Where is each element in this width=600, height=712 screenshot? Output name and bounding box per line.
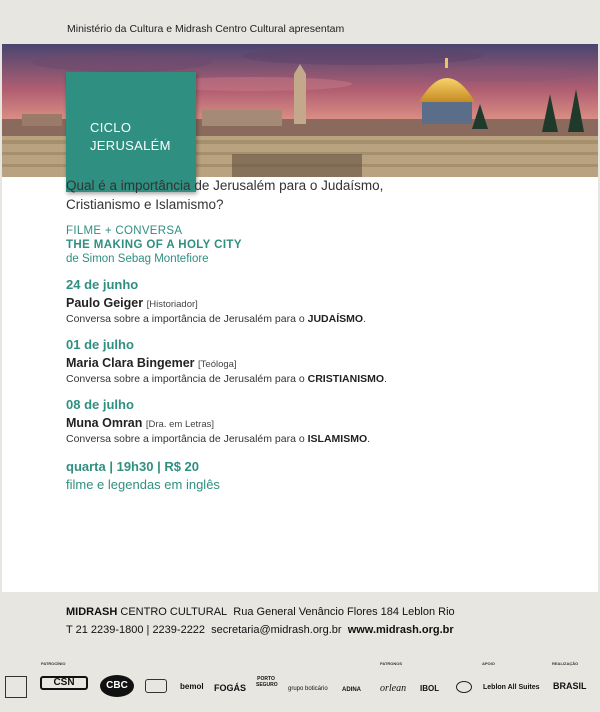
ciclo-title-box (66, 72, 196, 192)
circle-logo (456, 681, 472, 693)
badge-logo (145, 679, 167, 693)
boticario-logo: grupo boticário (288, 686, 328, 692)
event-details (66, 176, 586, 492)
ciclo-label: CICLO (90, 120, 132, 135)
session-3 (66, 397, 586, 445)
intro-question: Qual é a importância de Jerusalém para o Judaísmo, Cristianismo e Islamismo? (66, 178, 384, 212)
subtitles-note: filme e legendas em inglês (66, 477, 220, 492)
session-date: 24 de junho (66, 277, 139, 292)
session-description: Conversa sobre a importância de Jerusalém para o CRISTIANISMO. (66, 373, 387, 385)
session-1 (66, 277, 586, 325)
session-speaker: Paulo Geiger [Historiador] (66, 296, 198, 310)
session-description: Conversa sobre a importância de Jerusalém para o JUDAÍSMO. (66, 313, 366, 325)
category-patronos: PATRONOS (380, 661, 403, 666)
porto-seguro-logo: PORTO SEGURO (256, 676, 278, 688)
category-realizacao: REALIZAÇÃO (552, 661, 579, 666)
venue-address-line: MIDRASH CENTRO CULTURAL Rua General Venâncio Flores 184 Leblon Rio (66, 606, 455, 618)
fogas-logo: FOGÁS (214, 683, 247, 693)
ibol-logo: IBOL (420, 684, 440, 693)
category-patrocinio: PATROCÍNIO (41, 661, 66, 666)
session-speaker: Muna Omran [Dra. em Letras] (66, 416, 214, 430)
session-date: 08 de julho (66, 397, 134, 412)
website-link[interactable]: www.midrash.org.br (347, 624, 454, 636)
leblon-all-suites-logo: Leblon All Suites (483, 684, 540, 691)
brasil-logo: BRASIL (553, 681, 587, 691)
cbc-logo: CBC (100, 675, 134, 697)
email-link[interactable]: secretaria@midrash.org.br (211, 624, 342, 636)
small-seal-logo (5, 676, 27, 698)
venue-contact-line: T 21 2239-1800 | 2239-2222 secretaria@midrash.org.br www.midrash.org.br (66, 624, 454, 636)
top-strip (0, 0, 600, 44)
session-speaker: Maria Clara Bingemer [Teóloga] (66, 356, 237, 370)
venue-footer (66, 606, 455, 636)
category-apoio: APOIO (482, 661, 495, 666)
csn-logo: CSN (40, 676, 88, 690)
session-description: Conversa sobre a importância de Jerusalém para o ISLAMISMO. (66, 433, 371, 445)
film-director: de Simon Sebag Montefiore (66, 253, 209, 265)
ciclo-name: JERUSALÉM (90, 138, 171, 153)
film-kicker: FILME + CONVERSA (66, 225, 183, 237)
orlean-logo: orlean (380, 683, 407, 694)
presenters-line: Ministério da Cultura e Midrash Centro Cultural apresentam (67, 23, 345, 35)
adina-logo: ADINA (342, 687, 361, 693)
schedule-price: quarta | 19h30 | R$ 20 (66, 459, 200, 474)
sponsor-logos (0, 652, 600, 712)
session-date: 01 de julho (66, 337, 134, 352)
film-title: THE MAKING OF A HOLY CITY (66, 239, 242, 251)
bemol-logo: bemol (180, 682, 204, 691)
session-2 (66, 337, 586, 385)
